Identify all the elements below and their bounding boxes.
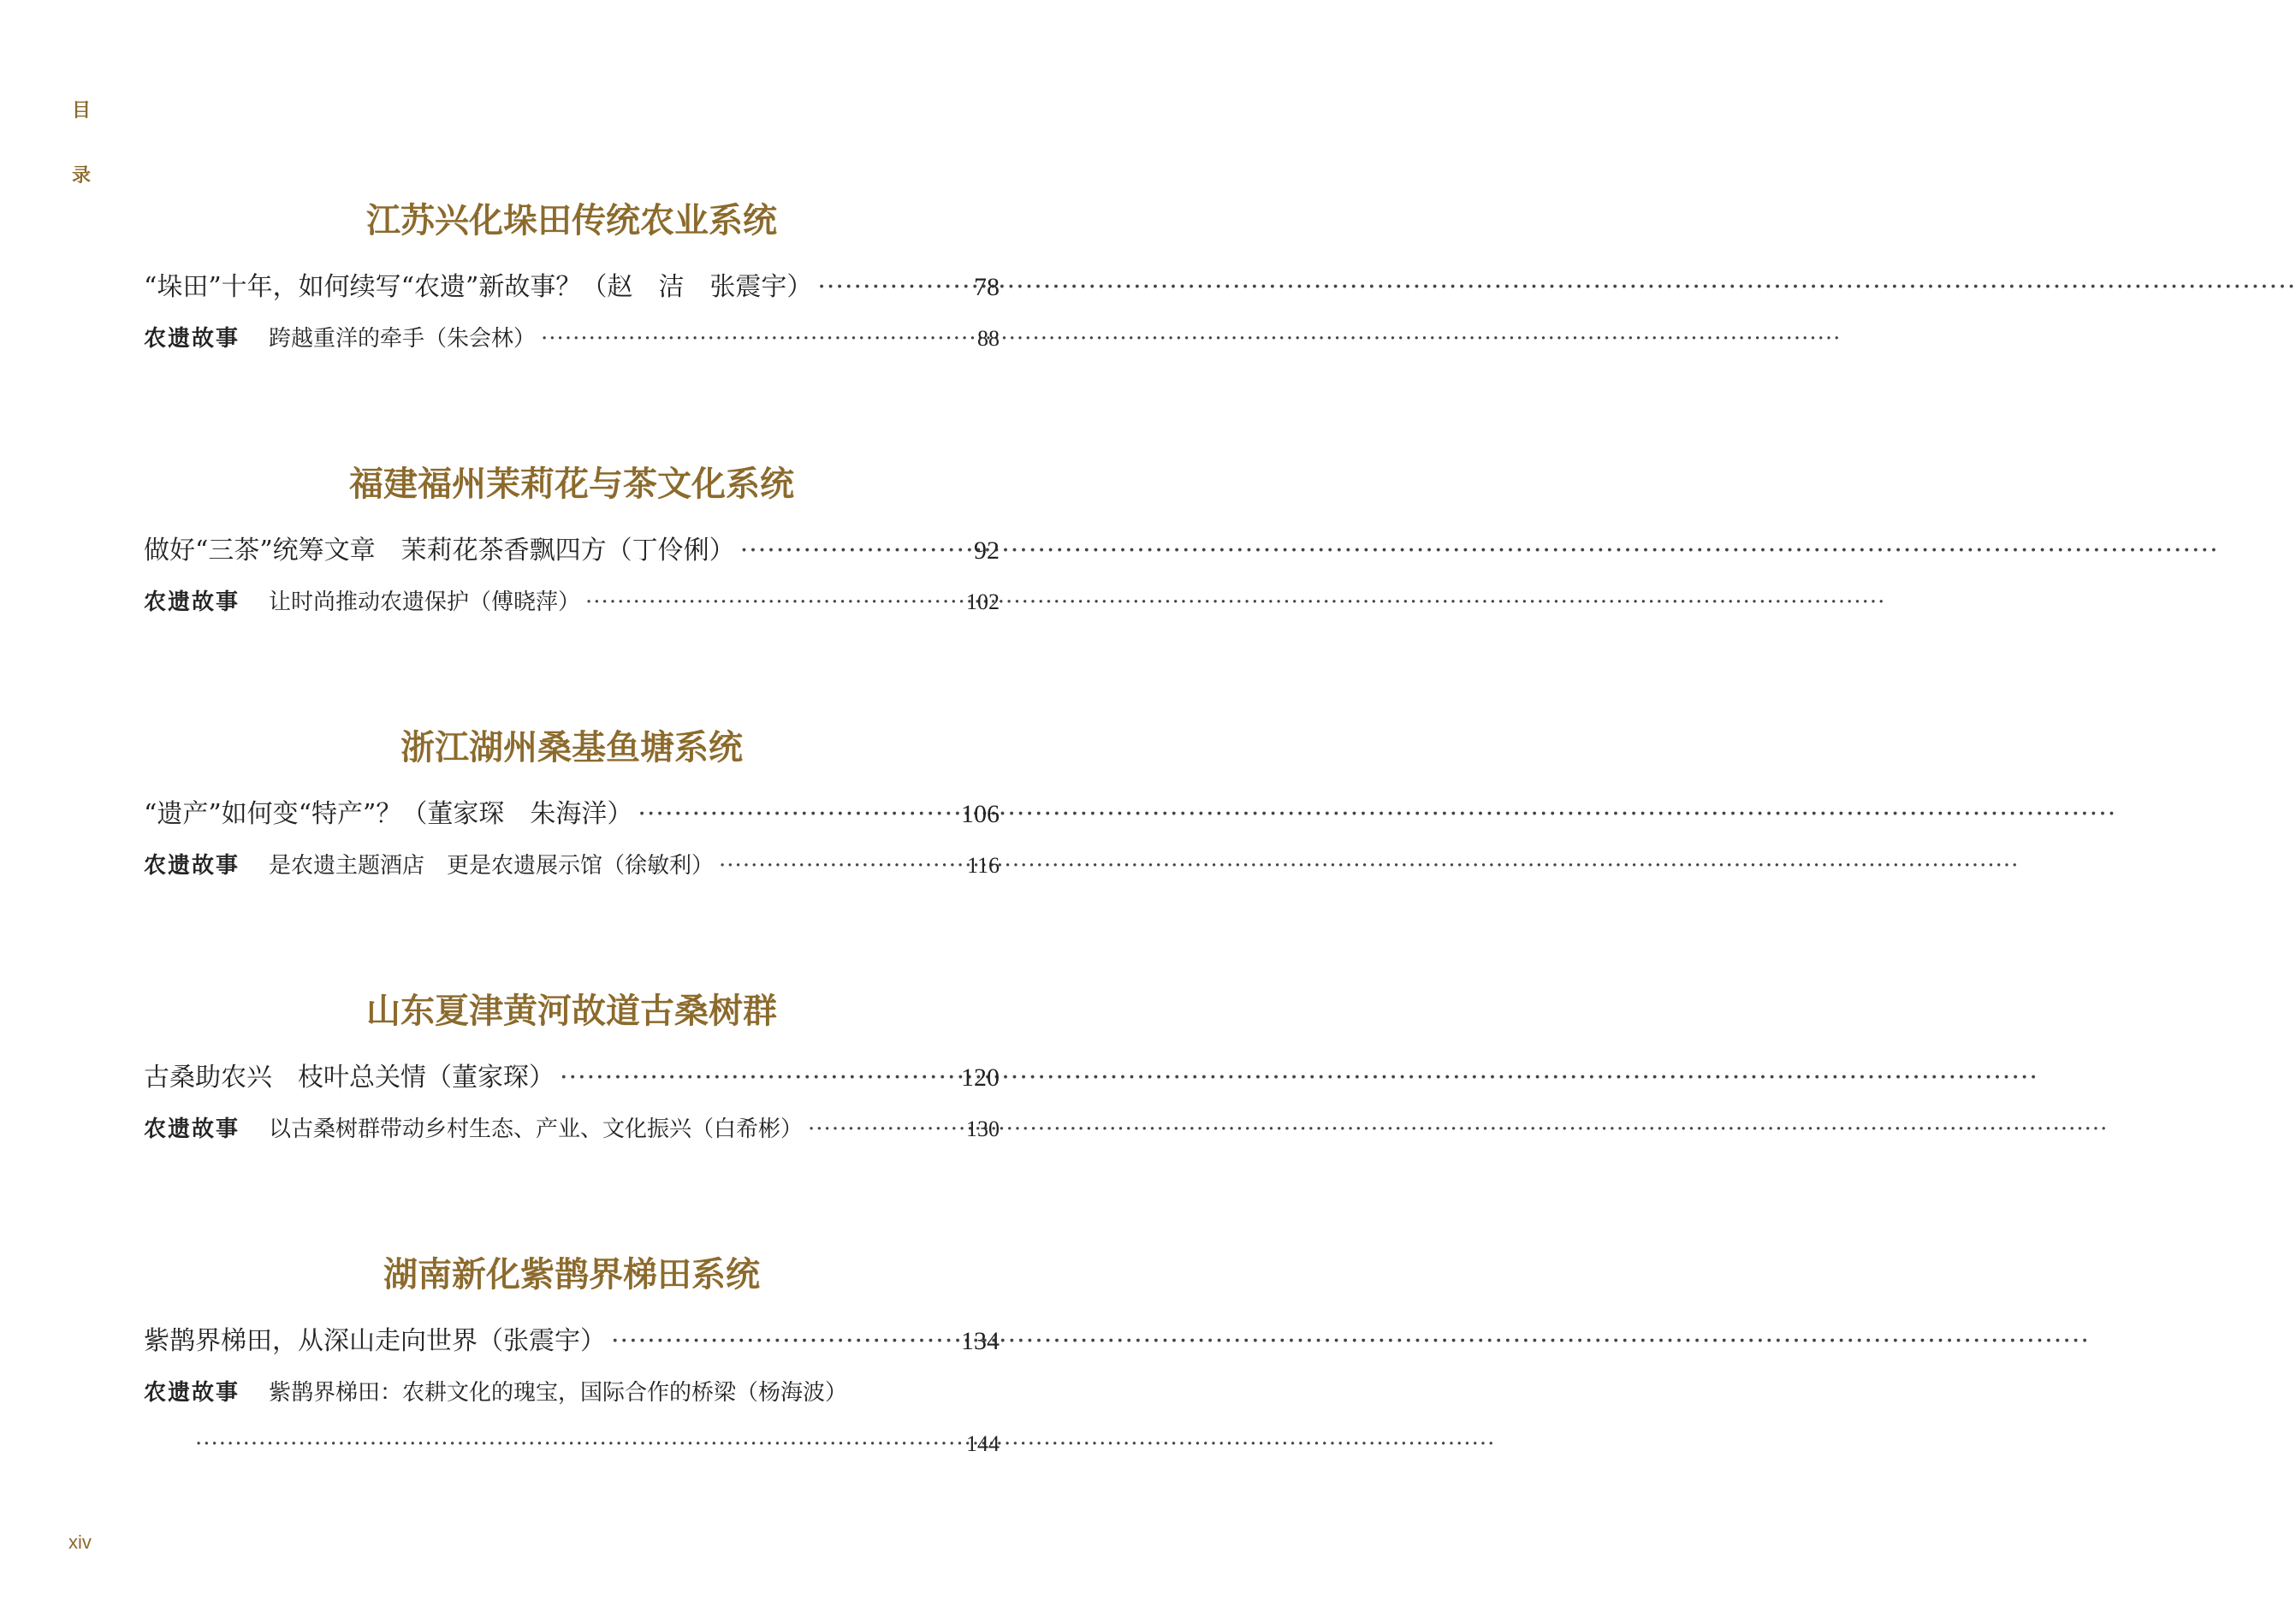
- entry-title: 跨越重洋的牵手（朱会林）: [269, 326, 537, 352]
- toc-story-entry[interactable]: [144, 1367, 1000, 1419]
- toc-entry[interactable]: [144, 1052, 1000, 1104]
- side-label-mu: 目: [72, 100, 92, 121]
- section-title: 山东夏津黄河故道古桑树群: [366, 992, 777, 1031]
- page-number: xiv: [68, 1531, 92, 1553]
- toc-entry[interactable]: [144, 525, 1000, 577]
- section-title: 湖南新化紫鹊界梯田系统: [383, 1255, 760, 1294]
- story-label: 农遗故事: [144, 589, 240, 615]
- toc-entry[interactable]: [144, 1316, 1000, 1367]
- entry-title: 是农遗主题酒店 更是农遗展示馆（徐敏利）: [269, 853, 715, 879]
- entry-page: 120: [961, 1063, 1000, 1092]
- entry-page: 116: [966, 853, 1000, 878]
- toc-entry[interactable]: [144, 789, 1000, 840]
- entry-page: 92: [974, 536, 1000, 565]
- story-label: 农遗故事: [144, 853, 240, 879]
- toc-entry[interactable]: [144, 262, 1000, 313]
- entry-title: 紫鹊界梯田，从深山走向世界（张震宇）: [144, 1326, 606, 1356]
- entry-page: 78: [974, 273, 1000, 301]
- entry-title: “垛田”十年，如何续写“农遗”新故事？（赵 洁 张震宇）: [144, 272, 813, 302]
- story-label: 农遗故事: [144, 326, 240, 352]
- table-of-contents: [144, 195, 1000, 1513]
- toc-story-entry[interactable]: [144, 313, 1000, 364]
- toc-section: [144, 195, 1000, 459]
- entry-page: 144: [966, 1431, 1000, 1456]
- toc-section: [144, 459, 1000, 722]
- leader-dots: [817, 262, 969, 313]
- entry-title: 古桑助农兴 枝叶总关情（董家琛）: [144, 1063, 555, 1093]
- entry-title: 紫鹊界梯田：农耕文化的瑰宝，国际合作的桥梁（杨海波）: [269, 1380, 848, 1406]
- toc-story-entry[interactable]: [144, 1104, 1000, 1155]
- entry-title: 做好“三茶”统筹文章 茉莉花茶香飘四方（丁伶俐）: [144, 536, 735, 566]
- leader-dots: [638, 789, 956, 840]
- leader-dots: [611, 1316, 956, 1367]
- leader-dots: [740, 525, 969, 577]
- side-label-lu: 录: [72, 165, 92, 187]
- entry-title: 以古桑树群带动乡村生态、产业、文化振兴（白希彬）: [269, 1116, 804, 1142]
- entry-page: 102: [966, 589, 1000, 614]
- entry-page: 134: [961, 1327, 1000, 1355]
- leader-dots: [195, 1419, 961, 1470]
- section-title: 浙江湖州桑基鱼塘系统: [400, 728, 743, 767]
- story-label: 农遗故事: [144, 1380, 240, 1406]
- toc-section: [144, 1249, 1000, 1513]
- section-title: 江苏兴化垛田传统农业系统: [366, 201, 777, 240]
- toc-section: [144, 722, 1000, 986]
- toc-section: [144, 986, 1000, 1249]
- entry-title: 让时尚推动农遗保护（傅晓萍）: [269, 589, 581, 615]
- leader-dots: [808, 1104, 961, 1155]
- toc-story-entry[interactable]: [144, 577, 1000, 628]
- story-label: 农遗故事: [144, 1116, 240, 1142]
- leader-dots: [719, 840, 962, 891]
- entry-title: “遗产”如何变“特产”？（董家琛 朱海洋）: [144, 799, 633, 829]
- section-title: 福建福州茉莉花与茶文化系统: [349, 465, 794, 504]
- leader-dots: [541, 313, 972, 364]
- leader-dots: [585, 577, 961, 628]
- entry-page: 130: [966, 1116, 1000, 1141]
- leader-dots: [560, 1052, 956, 1104]
- toc-story-continuation[interactable]: [144, 1419, 1000, 1470]
- toc-story-entry[interactable]: [144, 840, 1000, 891]
- entry-page: 88: [977, 326, 1000, 351]
- entry-page: 106: [961, 800, 1000, 828]
